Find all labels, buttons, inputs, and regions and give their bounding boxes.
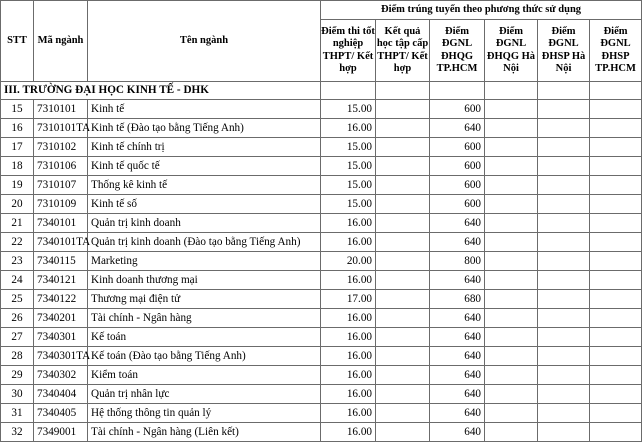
table-row xyxy=(1,138,642,157)
row-score-dhsp-hcm xyxy=(590,309,642,328)
row-score-hoc-ba xyxy=(376,347,430,366)
row-score-dhsp-hcm xyxy=(590,366,642,385)
row-score-thpt: 20.00 xyxy=(321,252,376,271)
row-stt: 25 xyxy=(1,290,34,309)
row-score-hoc-ba xyxy=(376,157,430,176)
row-stt: 17 xyxy=(1,138,34,157)
row-score-hoc-ba xyxy=(376,100,430,119)
row-score-hoc-ba xyxy=(376,252,430,271)
row-score-dhsp-hn xyxy=(538,290,590,309)
row-code: 7340301TA xyxy=(34,347,88,366)
row-score-hoc-ba xyxy=(376,328,430,347)
row-score-dhsp-hcm xyxy=(590,157,642,176)
row-code: 7340404 xyxy=(34,385,88,404)
row-score-dgnl-hcm: 640 xyxy=(430,233,485,252)
row-name: Thống kê kinh tế xyxy=(88,176,321,195)
row-score-dhsp-hn xyxy=(538,328,590,347)
table-row xyxy=(1,157,642,176)
header-code: Mã ngành xyxy=(34,1,88,82)
row-score-dgnl-hn xyxy=(485,214,538,233)
row-stt: 29 xyxy=(1,366,34,385)
section-title: III. TRƯỜNG ĐẠI HỌC KINH TẾ - DHK xyxy=(1,82,321,100)
table-row xyxy=(1,328,642,347)
row-code: 7340121 xyxy=(34,271,88,290)
row-code: 7340101 xyxy=(34,214,88,233)
header-method-dgnl-hn: Điểm ĐGNL ĐHQG Hà Nội xyxy=(485,20,538,82)
row-score-dgnl-hn xyxy=(485,119,538,138)
row-name: Marketing xyxy=(88,252,321,271)
empty-cell xyxy=(321,82,376,100)
row-code: 7310106 xyxy=(34,157,88,176)
row-score-dgnl-hn xyxy=(485,385,538,404)
empty-cell xyxy=(590,82,642,100)
row-score-hoc-ba xyxy=(376,271,430,290)
row-score-hoc-ba xyxy=(376,138,430,157)
row-score-dgnl-hn xyxy=(485,309,538,328)
row-code: 7310107 xyxy=(34,176,88,195)
row-score-dgnl-hn xyxy=(485,176,538,195)
row-name: Kinh tế xyxy=(88,100,321,119)
row-stt: 23 xyxy=(1,252,34,271)
row-name: Kế toán (Đào tạo bằng Tiếng Anh) xyxy=(88,347,321,366)
row-name: Kinh tế quốc tế xyxy=(88,157,321,176)
row-stt: 19 xyxy=(1,176,34,195)
table-row xyxy=(1,100,642,119)
row-score-hoc-ba xyxy=(376,119,430,138)
header-method-dgnl-hcm: Điểm ĐGNL ĐHQG TP.HCM xyxy=(430,20,485,82)
row-code: 7340122 xyxy=(34,290,88,309)
row-score-dhsp-hn xyxy=(538,404,590,423)
row-score-thpt: 16.00 xyxy=(321,347,376,366)
row-score-dgnl-hn xyxy=(485,423,538,442)
empty-cell xyxy=(485,82,538,100)
row-stt: 30 xyxy=(1,385,34,404)
row-score-dhsp-hcm xyxy=(590,385,642,404)
row-score-dhsp-hcm xyxy=(590,347,642,366)
row-score-dgnl-hcm: 600 xyxy=(430,195,485,214)
row-score-dgnl-hn xyxy=(485,290,538,309)
table-row xyxy=(1,347,642,366)
row-score-dhsp-hn xyxy=(538,195,590,214)
row-score-dgnl-hn xyxy=(485,138,538,157)
row-score-thpt: 16.00 xyxy=(321,385,376,404)
table-body xyxy=(1,82,642,442)
table-row xyxy=(1,366,642,385)
row-score-dhsp-hcm xyxy=(590,100,642,119)
row-score-dgnl-hn xyxy=(485,100,538,119)
row-code: 7310109 xyxy=(34,195,88,214)
row-score-dgnl-hcm: 640 xyxy=(430,328,485,347)
row-name: Quản trị kinh doanh (Đào tạo bằng Tiếng Anh) xyxy=(88,233,321,252)
header-methods-group: Điểm trúng tuyển theo phương thức sử dụng xyxy=(321,1,642,20)
row-score-dgnl-hn xyxy=(485,252,538,271)
row-name: Kinh tế (Đào tạo bằng Tiếng Anh) xyxy=(88,119,321,138)
row-score-dgnl-hn xyxy=(485,195,538,214)
row-name: Tài chính - Ngân hàng xyxy=(88,309,321,328)
row-score-dhsp-hcm xyxy=(590,119,642,138)
row-score-dhsp-hn xyxy=(538,100,590,119)
row-score-dgnl-hcm: 600 xyxy=(430,138,485,157)
row-name: Kiểm toán xyxy=(88,366,321,385)
row-score-dgnl-hn xyxy=(485,404,538,423)
row-score-dhsp-hn xyxy=(538,157,590,176)
empty-cell xyxy=(376,82,430,100)
row-score-dgnl-hcm: 640 xyxy=(430,385,485,404)
row-score-hoc-ba xyxy=(376,366,430,385)
row-code: 7310101 xyxy=(34,100,88,119)
row-name: Hệ thống thông tin quản lý xyxy=(88,404,321,423)
row-code: 7310102 xyxy=(34,138,88,157)
row-code: 7340115 xyxy=(34,252,88,271)
row-name: Tài chính - Ngân hàng (Liên kết) xyxy=(88,423,321,442)
row-stt: 22 xyxy=(1,233,34,252)
row-code: 7340201 xyxy=(34,309,88,328)
header-method-dhsp-hcm: Điểm ĐGNL ĐHSP TP.HCM xyxy=(590,20,642,82)
row-score-dgnl-hcm: 680 xyxy=(430,290,485,309)
row-score-dhsp-hcm xyxy=(590,271,642,290)
table-row xyxy=(1,423,642,442)
row-score-dgnl-hcm: 600 xyxy=(430,100,485,119)
row-score-thpt: 15.00 xyxy=(321,176,376,195)
row-score-thpt: 15.00 xyxy=(321,157,376,176)
row-score-dgnl-hcm: 640 xyxy=(430,119,485,138)
row-code: 7340101TA xyxy=(34,233,88,252)
row-score-thpt: 17.00 xyxy=(321,290,376,309)
table-row xyxy=(1,233,642,252)
row-score-dhsp-hcm xyxy=(590,138,642,157)
row-score-hoc-ba xyxy=(376,233,430,252)
row-score-hoc-ba xyxy=(376,423,430,442)
row-score-thpt: 16.00 xyxy=(321,119,376,138)
table-row xyxy=(1,176,642,195)
row-score-dgnl-hcm: 640 xyxy=(430,347,485,366)
empty-cell xyxy=(538,82,590,100)
row-score-thpt: 15.00 xyxy=(321,195,376,214)
table-row xyxy=(1,309,642,328)
table-row xyxy=(1,119,642,138)
header-method-hoc-ba: Kết quả học tập cấp THPT/ Kết hợp xyxy=(376,20,430,82)
row-score-dhsp-hcm xyxy=(590,195,642,214)
table-row xyxy=(1,385,642,404)
row-stt: 15 xyxy=(1,100,34,119)
row-score-dhsp-hn xyxy=(538,271,590,290)
row-stt: 16 xyxy=(1,119,34,138)
row-score-dhsp-hn xyxy=(538,233,590,252)
row-score-hoc-ba xyxy=(376,309,430,328)
row-score-thpt: 16.00 xyxy=(321,233,376,252)
row-name: Kinh tế số xyxy=(88,195,321,214)
row-score-hoc-ba xyxy=(376,195,430,214)
row-score-dgnl-hn xyxy=(485,328,538,347)
row-score-dhsp-hn xyxy=(538,385,590,404)
row-score-dhsp-hn xyxy=(538,176,590,195)
row-score-dhsp-hn xyxy=(538,423,590,442)
row-code: 7349001 xyxy=(34,423,88,442)
row-score-thpt: 16.00 xyxy=(321,309,376,328)
row-score-thpt: 15.00 xyxy=(321,138,376,157)
row-score-dhsp-hn xyxy=(538,214,590,233)
row-score-dhsp-hn xyxy=(538,309,590,328)
row-score-thpt: 16.00 xyxy=(321,404,376,423)
section-row xyxy=(1,82,642,100)
row-name: Kế toán xyxy=(88,328,321,347)
row-score-dgnl-hcm: 600 xyxy=(430,157,485,176)
row-score-dhsp-hcm xyxy=(590,176,642,195)
table-header xyxy=(1,1,642,82)
row-stt: 26 xyxy=(1,309,34,328)
row-score-thpt: 16.00 xyxy=(321,423,376,442)
header-method-thpt: Điểm thi tốt nghiệp THPT/ Kết hợp xyxy=(321,20,376,82)
row-score-dhsp-hcm xyxy=(590,290,642,309)
row-score-dgnl-hcm: 800 xyxy=(430,252,485,271)
table-row xyxy=(1,214,642,233)
row-score-dhsp-hn xyxy=(538,252,590,271)
row-code: 7340405 xyxy=(34,404,88,423)
row-score-thpt: 16.00 xyxy=(321,214,376,233)
table-row xyxy=(1,290,642,309)
row-score-thpt: 16.00 xyxy=(321,366,376,385)
row-name: Thương mại điện tử xyxy=(88,290,321,309)
row-score-dhsp-hcm xyxy=(590,233,642,252)
row-stt: 28 xyxy=(1,347,34,366)
row-name: Quản trị nhân lực xyxy=(88,385,321,404)
row-score-dgnl-hcm: 640 xyxy=(430,309,485,328)
row-score-dgnl-hn xyxy=(485,366,538,385)
row-name: Kinh doanh thương mại xyxy=(88,271,321,290)
row-score-dgnl-hn xyxy=(485,271,538,290)
row-stt: 27 xyxy=(1,328,34,347)
row-stt: 31 xyxy=(1,404,34,423)
header-name: Tên ngành xyxy=(88,1,321,82)
row-score-dhsp-hcm xyxy=(590,423,642,442)
row-score-dgnl-hn xyxy=(485,347,538,366)
row-stt: 20 xyxy=(1,195,34,214)
row-score-dgnl-hcm: 640 xyxy=(430,214,485,233)
row-score-dgnl-hn xyxy=(485,233,538,252)
row-code: 7340301 xyxy=(34,328,88,347)
row-stt: 32 xyxy=(1,423,34,442)
row-score-dgnl-hcm: 640 xyxy=(430,366,485,385)
header-stt: STT xyxy=(1,1,34,82)
row-score-hoc-ba xyxy=(376,214,430,233)
row-score-dhsp-hcm xyxy=(590,328,642,347)
row-score-thpt: 15.00 xyxy=(321,100,376,119)
table-row xyxy=(1,195,642,214)
row-score-dhsp-hcm xyxy=(590,404,642,423)
row-score-dhsp-hn xyxy=(538,119,590,138)
row-score-hoc-ba xyxy=(376,404,430,423)
row-name: Quản trị kinh doanh xyxy=(88,214,321,233)
row-stt: 18 xyxy=(1,157,34,176)
empty-cell xyxy=(430,82,485,100)
row-score-dgnl-hn xyxy=(485,157,538,176)
row-score-thpt: 16.00 xyxy=(321,328,376,347)
row-score-dhsp-hn xyxy=(538,138,590,157)
table-row xyxy=(1,404,642,423)
table-row xyxy=(1,252,642,271)
row-score-dgnl-hcm: 640 xyxy=(430,271,485,290)
row-stt: 21 xyxy=(1,214,34,233)
row-score-dhsp-hn xyxy=(538,366,590,385)
row-score-dgnl-hcm: 600 xyxy=(430,176,485,195)
row-code: 7340302 xyxy=(34,366,88,385)
row-code: 7310101TA xyxy=(34,119,88,138)
row-score-dhsp-hcm xyxy=(590,252,642,271)
row-score-dgnl-hcm: 640 xyxy=(430,423,485,442)
row-score-thpt: 16.00 xyxy=(321,271,376,290)
row-stt: 24 xyxy=(1,271,34,290)
header-method-dhsp-hn: Điểm ĐGNL ĐHSP Hà Nội xyxy=(538,20,590,82)
row-name: Kinh tế chính trị xyxy=(88,138,321,157)
row-score-hoc-ba xyxy=(376,290,430,309)
row-score-hoc-ba xyxy=(376,176,430,195)
row-score-dhsp-hn xyxy=(538,347,590,366)
row-score-dhsp-hcm xyxy=(590,214,642,233)
table-row xyxy=(1,271,642,290)
row-score-dgnl-hcm: 640 xyxy=(430,404,485,423)
row-score-hoc-ba xyxy=(376,385,430,404)
